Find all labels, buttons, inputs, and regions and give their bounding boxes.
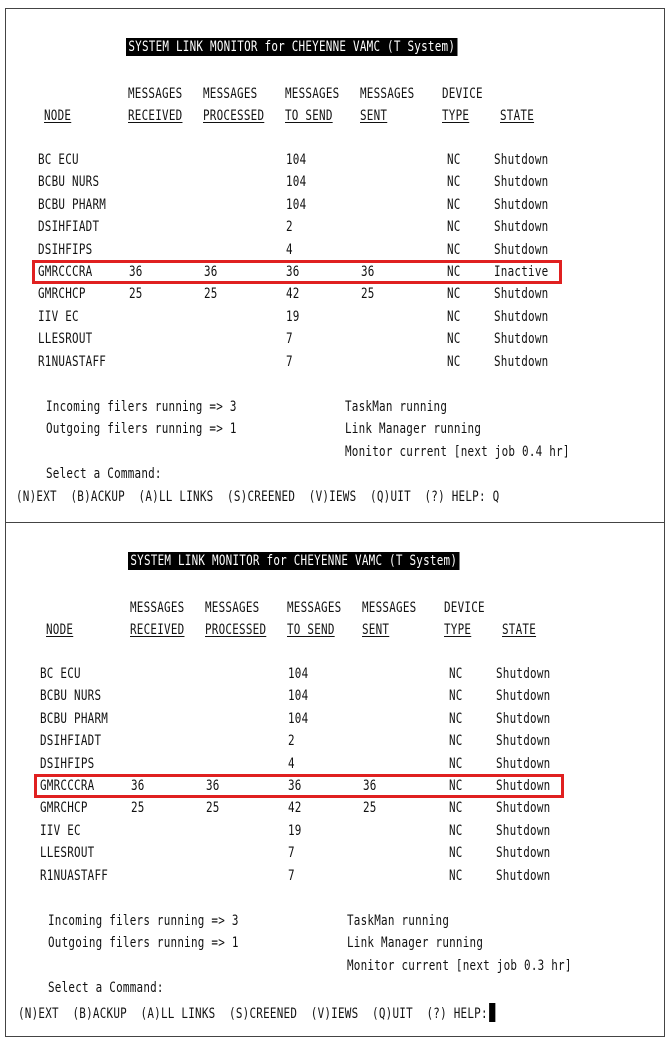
link-state: Shutdown [494, 353, 549, 370]
device-type: NC [447, 152, 461, 168]
node-name: R1NUASTAFF [38, 353, 107, 370]
incoming-filers-status: Incoming filers running => 3 [46, 399, 237, 415]
column-header-node: NODE [46, 622, 74, 638]
node-name: BCBU PHARM [38, 196, 107, 213]
messages-to-send: 42 [286, 286, 300, 303]
device-type: NC [449, 710, 463, 727]
messages-to-send: 7 [286, 331, 293, 348]
column-header-device-line2: TYPE [442, 108, 470, 124]
node-name: LLESROUT [38, 331, 93, 348]
column-header-sent-line2: SENT [362, 622, 390, 638]
messages-processed: 36 [204, 264, 218, 280]
messages-processed: 25 [204, 286, 218, 303]
messages-sent: 25 [363, 800, 377, 817]
messages-to-send: 104 [286, 196, 307, 213]
link-state: Shutdown [496, 867, 551, 884]
link-state: Shutdown [494, 219, 549, 236]
column-header-to-send-line2: TO SEND [287, 622, 335, 638]
node-name: BCBU NURS [38, 174, 100, 191]
messages-to-send: 7 [288, 845, 295, 862]
column-header-state: STATE [500, 108, 535, 124]
monitor-status: Monitor current [next job 0.3 hr] [347, 958, 572, 974]
link-state: Shutdown [496, 845, 551, 862]
link-state: Shutdown [496, 710, 551, 727]
messages-received: 25 [131, 800, 145, 817]
messages-to-send: 2 [288, 733, 295, 750]
text-cursor[interactable] [489, 1003, 495, 1022]
command-line [18, 1003, 496, 1022]
device-type: NC [449, 688, 463, 705]
node-name: R1NUASTAFF [40, 867, 109, 884]
highlighted-row-box [34, 774, 564, 798]
incoming-filers-status: Incoming filers running => 3 [48, 913, 239, 929]
messages-to-send: 36 [288, 778, 302, 794]
column-header-received-line2: RECEIVED [130, 622, 185, 638]
messages-to-send: 19 [286, 308, 300, 325]
outgoing-filers-status: Outgoing filers running => 1 [48, 935, 239, 951]
node-name: GMRCCCRA [38, 264, 93, 280]
monitor-status: Monitor current [next job 0.4 hr] [345, 444, 570, 460]
column-header-sent-line2: SENT [360, 108, 388, 124]
node-name: LLESROUT [40, 845, 95, 862]
column-header-processed-line1: MESSAGES [203, 86, 258, 102]
messages-to-send: 104 [288, 710, 309, 727]
link-state: Shutdown [494, 241, 549, 258]
link-state: Shutdown [494, 152, 549, 168]
terminal-panel-before [5, 8, 665, 523]
device-type: NC [449, 778, 463, 794]
link-state: Shutdown [496, 778, 551, 794]
column-header-to-send-line1: MESSAGES [287, 600, 342, 616]
messages-to-send: 19 [288, 822, 302, 839]
messages-to-send: 2 [286, 219, 293, 236]
column-header-to-send-line1: MESSAGES [285, 86, 340, 102]
screen-title: SYSTEM LINK MONITOR for CHEYENNE VAMC (T System) [126, 38, 457, 56]
link-manager-status: Link Manager running [345, 421, 482, 437]
link-state: Shutdown [494, 331, 549, 348]
device-type: NC [449, 666, 463, 682]
messages-to-send: 104 [288, 666, 309, 682]
device-type: NC [449, 733, 463, 750]
link-state: Shutdown [494, 196, 549, 213]
node-name: IIV EC [38, 308, 79, 325]
column-header-device-line2: TYPE [444, 622, 472, 638]
node-name: GMRCHCP [40, 800, 88, 817]
link-state: Shutdown [496, 666, 551, 682]
messages-to-send: 7 [288, 867, 295, 884]
column-header-processed-line2: PROCESSED [205, 622, 267, 638]
messages-processed: 25 [206, 800, 220, 817]
messages-to-send: 42 [288, 800, 302, 817]
device-type: NC [447, 331, 461, 348]
column-header-device-line1: DEVICE [444, 600, 485, 616]
messages-sent: 36 [363, 778, 377, 794]
link-state: Shutdown [494, 286, 549, 303]
link-state: Shutdown [496, 733, 551, 750]
messages-to-send: 104 [286, 174, 307, 191]
command-line [16, 489, 499, 505]
node-name: GMRCHCP [38, 286, 86, 303]
device-type: NC [447, 286, 461, 303]
column-header-processed-line1: MESSAGES [205, 600, 260, 616]
messages-received: 25 [129, 286, 143, 303]
link-state: Shutdown [496, 688, 551, 705]
device-type: NC [449, 822, 463, 839]
messages-received: 36 [131, 778, 145, 794]
messages-processed: 36 [206, 778, 220, 794]
link-state: Shutdown [494, 174, 549, 191]
node-name: DSIHFIPS [38, 241, 93, 258]
screen-title: SYSTEM LINK MONITOR for CHEYENNE VAMC (T System) [128, 552, 459, 570]
column-header-received-line2: RECEIVED [128, 108, 183, 124]
node-name: BC ECU [38, 152, 79, 168]
column-header-processed-line2: PROCESSED [203, 108, 265, 124]
select-command-prompt: Select a Command: [46, 466, 162, 482]
command-options: (N)EXT (B)ACKUP (A)LL LINKS (S)CREENED (V)IEWS (Q)UIT (?) HELP: [18, 1006, 488, 1022]
column-header-sent-line1: MESSAGES [362, 600, 417, 616]
node-name: IIV EC [40, 822, 81, 839]
link-state: Shutdown [496, 822, 551, 839]
terminal-panel-after [5, 522, 665, 1037]
column-header-state: STATE [502, 622, 537, 638]
link-state: Inactive [494, 264, 549, 280]
device-type: NC [449, 800, 463, 817]
column-header-received-line1: MESSAGES [128, 86, 183, 102]
column-header-device-line1: DEVICE [442, 86, 483, 102]
device-type: NC [447, 353, 461, 370]
column-header-received-line1: MESSAGES [130, 600, 185, 616]
node-name: GMRCCCRA [40, 778, 95, 794]
node-name: BCBU NURS [40, 688, 102, 705]
node-name: DSIHFIADT [40, 733, 102, 750]
messages-to-send: 36 [286, 264, 300, 280]
taskman-status: TaskMan running [347, 913, 450, 929]
device-type: NC [447, 196, 461, 213]
device-type: NC [449, 755, 463, 772]
node-name: DSIHFIADT [38, 219, 100, 236]
select-command-prompt: Select a Command: [48, 980, 164, 996]
highlighted-row-box [32, 260, 562, 284]
command-options: (N)EXT (B)ACKUP (A)LL LINKS (S)CREENED (V)IEWS (Q)UIT (?) HELP: Q [16, 489, 500, 505]
node-name: DSIHFIPS [40, 755, 95, 772]
column-header-node: NODE [44, 108, 72, 124]
node-name: BC ECU [40, 666, 81, 682]
column-header-sent-line1: MESSAGES [360, 86, 415, 102]
link-state: Shutdown [496, 800, 551, 817]
outgoing-filers-status: Outgoing filers running => 1 [46, 421, 237, 437]
messages-sent: 25 [361, 286, 375, 303]
messages-received: 36 [129, 264, 143, 280]
taskman-status: TaskMan running [345, 399, 448, 415]
link-manager-status: Link Manager running [347, 935, 484, 951]
node-name: BCBU PHARM [40, 710, 109, 727]
device-type: NC [447, 241, 461, 258]
link-state: Shutdown [494, 308, 549, 325]
device-type: NC [447, 308, 461, 325]
messages-to-send: 4 [286, 241, 293, 258]
device-type: NC [447, 219, 461, 236]
column-header-to-send-line2: TO SEND [285, 108, 333, 124]
device-type: NC [447, 174, 461, 191]
messages-to-send: 7 [286, 353, 293, 370]
messages-sent: 36 [361, 264, 375, 280]
device-type: NC [447, 264, 461, 280]
messages-to-send: 104 [288, 688, 309, 705]
link-state: Shutdown [496, 755, 551, 772]
device-type: NC [449, 867, 463, 884]
device-type: NC [449, 845, 463, 862]
messages-to-send: 4 [288, 755, 295, 772]
messages-to-send: 104 [286, 152, 307, 168]
